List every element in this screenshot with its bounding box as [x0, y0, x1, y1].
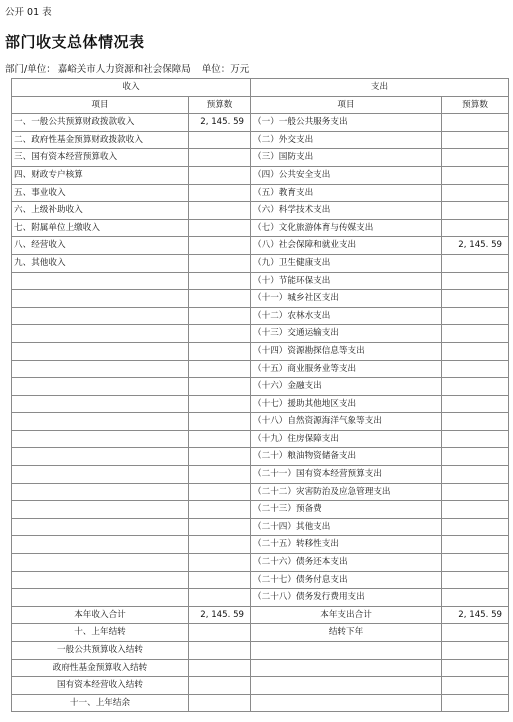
summary-expense-item: 本年支出合计: [251, 606, 442, 624]
expense-value: [442, 254, 509, 272]
expense-item: （八）社会保障和就业支出: [251, 237, 442, 255]
table-row: [12, 395, 509, 413]
table-row: [12, 448, 509, 466]
income-value: [189, 131, 251, 149]
expense-value: [442, 149, 509, 167]
table-row: [12, 518, 509, 536]
income-item: [12, 466, 189, 484]
summary-expense-value: [442, 677, 509, 695]
summary-income-item: 本年收入合计: [12, 606, 189, 624]
income-item: 五、事业收入: [12, 184, 189, 202]
summary-income-value: [189, 642, 251, 660]
income-value: [189, 219, 251, 237]
expense-item: （二十七）债务付息支出: [251, 571, 442, 589]
expense-item: （二十一）国有资本经营预算支出: [251, 466, 442, 484]
income-item: [12, 342, 189, 360]
summary-income-item: 政府性基金预算收入结转: [12, 659, 189, 677]
income-item: 七、附属单位上缴收入: [12, 219, 189, 237]
expense-item: （二）外交支出: [251, 131, 442, 149]
income-item: [12, 378, 189, 396]
income-value: [189, 413, 251, 431]
summary-expense-item: [251, 694, 442, 712]
summary-income-value: [189, 677, 251, 695]
expense-value: [442, 430, 509, 448]
expense-value: [442, 413, 509, 431]
income-item: [12, 430, 189, 448]
summary-expense-value: [442, 642, 509, 660]
summary-row: [12, 677, 509, 695]
expense-item: （二十）粮油物资储备支出: [251, 448, 442, 466]
income-value: [189, 237, 251, 255]
expense-item: （十）节能环保支出: [251, 272, 442, 290]
income-item: [12, 272, 189, 290]
table-row: [12, 342, 509, 360]
expense-item: （十二）农林水支出: [251, 307, 442, 325]
expense-value: [442, 501, 509, 519]
expense-item: （二十二）灾害防治及应急管理支出: [251, 483, 442, 501]
expense-item: （二十三）预备费: [251, 501, 442, 519]
summary-expense-item: [251, 677, 442, 695]
expense-header: 支出: [251, 79, 509, 97]
income-value: [189, 360, 251, 378]
summary-expense-value: [442, 624, 509, 642]
summary-income-value: [189, 694, 251, 712]
expense-value: [442, 448, 509, 466]
expense-value: [442, 272, 509, 290]
income-item: [12, 395, 189, 413]
income-value: [189, 254, 251, 272]
expense-value: [442, 325, 509, 343]
income-value: [189, 290, 251, 308]
income-value: [189, 501, 251, 519]
income-value: [189, 149, 251, 167]
expense-value: [442, 518, 509, 536]
income-value: [189, 536, 251, 554]
table-row: [12, 378, 509, 396]
table-row: [12, 413, 509, 431]
summary-row: [12, 694, 509, 712]
expense-value: [442, 378, 509, 396]
table-row: [12, 325, 509, 343]
expense-value: [442, 184, 509, 202]
summary-expense-value: 2, 145. 59: [442, 606, 509, 624]
table-row: [12, 466, 509, 484]
expense-value: 2, 145. 59: [442, 237, 509, 255]
table-row: [12, 272, 509, 290]
expense-value: [442, 290, 509, 308]
summary-income-value: [189, 624, 251, 642]
dept-name: 嘉峪关市人力资源和社会保障局: [57, 64, 191, 75]
report-meta: [5, 61, 251, 75]
expense-item-header: 项目: [251, 96, 442, 114]
income-value: [189, 272, 251, 290]
summary-expense-item: [251, 659, 442, 677]
table-row: [12, 131, 509, 149]
expense-value: [442, 466, 509, 484]
income-value: [189, 342, 251, 360]
expense-value: [442, 554, 509, 572]
expense-item: （七）文化旅游体育与传媒支出: [251, 219, 442, 237]
income-item: [12, 571, 189, 589]
table-row: [12, 536, 509, 554]
section-header-row: [12, 79, 509, 97]
expense-item: （二十六）债务还本支出: [251, 554, 442, 572]
summary-income-item: 十、上年结转: [12, 624, 189, 642]
income-item: 八、经营收入: [12, 237, 189, 255]
dept-label: 部门/单位：: [5, 64, 56, 75]
income-value: [189, 166, 251, 184]
income-value: [189, 483, 251, 501]
expense-item: （十五）商业服务业等支出: [251, 360, 442, 378]
expense-budget-header: 预算数: [442, 96, 509, 114]
summary-income-value: [189, 659, 251, 677]
table-row: [12, 219, 509, 237]
income-item: [12, 536, 189, 554]
income-item: [12, 589, 189, 607]
summary-row: [12, 606, 509, 624]
summary-income-item: 十一、上年结余: [12, 694, 189, 712]
summary-expense-value: [442, 659, 509, 677]
expense-item: （十九）住房保障支出: [251, 430, 442, 448]
income-value: [189, 430, 251, 448]
income-item: [12, 518, 189, 536]
expense-value: [442, 483, 509, 501]
income-value: [189, 307, 251, 325]
expense-value: [442, 219, 509, 237]
summary-expense-value: [442, 694, 509, 712]
summary-row: [12, 659, 509, 677]
income-item: 一、一般公共预算财政拨款收入: [12, 114, 189, 132]
summary-row: [12, 624, 509, 642]
income-item: 四、财政专户核算: [12, 166, 189, 184]
table-row: [12, 360, 509, 378]
expense-item: （二十八）债务发行费用支出: [251, 589, 442, 607]
summary-expense-item: [251, 642, 442, 660]
expense-value: [442, 571, 509, 589]
income-item-header: 项目: [12, 96, 189, 114]
income-item: [12, 448, 189, 466]
table-row: [12, 166, 509, 184]
income-value: [189, 589, 251, 607]
table-row: [12, 114, 509, 132]
expense-item: （九）卫生健康支出: [251, 254, 442, 272]
income-item: [12, 554, 189, 572]
income-item: 三、国有资本经营预算收入: [12, 149, 189, 167]
expense-item: （十一）城乡社区支出: [251, 290, 442, 308]
table-row: [12, 254, 509, 272]
table-row: [12, 237, 509, 255]
expense-value: [442, 536, 509, 554]
table-row: [12, 290, 509, 308]
table-row: [12, 483, 509, 501]
page-title: 部门收支总体情况表: [5, 33, 145, 51]
income-value: [189, 184, 251, 202]
income-value: [189, 448, 251, 466]
expense-item: （十七）援助其他地区支出: [251, 395, 442, 413]
expense-value: [442, 166, 509, 184]
table-row: [12, 554, 509, 572]
expense-item: （十四）资源勘探信息等支出: [251, 342, 442, 360]
income-item: [12, 501, 189, 519]
table-code-label: 公开 01 表: [5, 7, 52, 18]
income-budget-header: 预算数: [189, 96, 251, 114]
income-item: [12, 290, 189, 308]
table-row: [12, 184, 509, 202]
expense-value: [442, 395, 509, 413]
table-row: [12, 430, 509, 448]
expense-value: [442, 114, 509, 132]
income-item: 二、政府性基金预算财政拨款收入: [12, 131, 189, 149]
income-value: [189, 325, 251, 343]
income-value: [189, 378, 251, 396]
expense-item: （五）教育支出: [251, 184, 442, 202]
expense-item: （四）公共安全支出: [251, 166, 442, 184]
expense-item: （十八）自然资源海洋气象等支出: [251, 413, 442, 431]
table-row: [12, 202, 509, 220]
income-value: [189, 202, 251, 220]
expense-item: （三）国防支出: [251, 149, 442, 167]
expense-item: （十六）金融支出: [251, 378, 442, 396]
income-item: [12, 325, 189, 343]
expense-value: [442, 202, 509, 220]
income-value: [189, 554, 251, 572]
income-value: [189, 571, 251, 589]
income-value: [189, 466, 251, 484]
table-row: [12, 149, 509, 167]
income-item: [12, 413, 189, 431]
expense-item: （十三）交通运输支出: [251, 325, 442, 343]
income-value: 2, 145. 59: [189, 114, 251, 132]
expense-item: （二十五）转移性支出: [251, 536, 442, 554]
income-item: 九、其他收入: [12, 254, 189, 272]
expense-value: [442, 342, 509, 360]
budget-table: [11, 78, 509, 712]
income-value: [189, 518, 251, 536]
expense-item: （二十四）其他支出: [251, 518, 442, 536]
expense-item: （一）一般公共服务支出: [251, 114, 442, 132]
expense-value: [442, 589, 509, 607]
table-row: [12, 589, 509, 607]
income-item: [12, 483, 189, 501]
column-header-row: [12, 96, 509, 114]
table-row: [12, 501, 509, 519]
summary-row: [12, 642, 509, 660]
income-value: [189, 395, 251, 413]
income-item: 六、上级补助收入: [12, 202, 189, 220]
summary-income-value: 2, 145. 59: [189, 606, 251, 624]
summary-income-item: 一般公共预算收入结转: [12, 642, 189, 660]
expense-item: （六）科学技术支出: [251, 202, 442, 220]
expense-value: [442, 131, 509, 149]
table-row: [12, 571, 509, 589]
expense-value: [442, 307, 509, 325]
income-item: [12, 307, 189, 325]
table-row: [12, 307, 509, 325]
income-item: [12, 360, 189, 378]
summary-income-item: 国有资本经营收入结转: [12, 677, 189, 695]
summary-expense-item: 结转下年: [251, 624, 442, 642]
income-header: 收入: [12, 79, 251, 97]
unit-label: 单位：万元: [201, 64, 250, 75]
expense-value: [442, 360, 509, 378]
